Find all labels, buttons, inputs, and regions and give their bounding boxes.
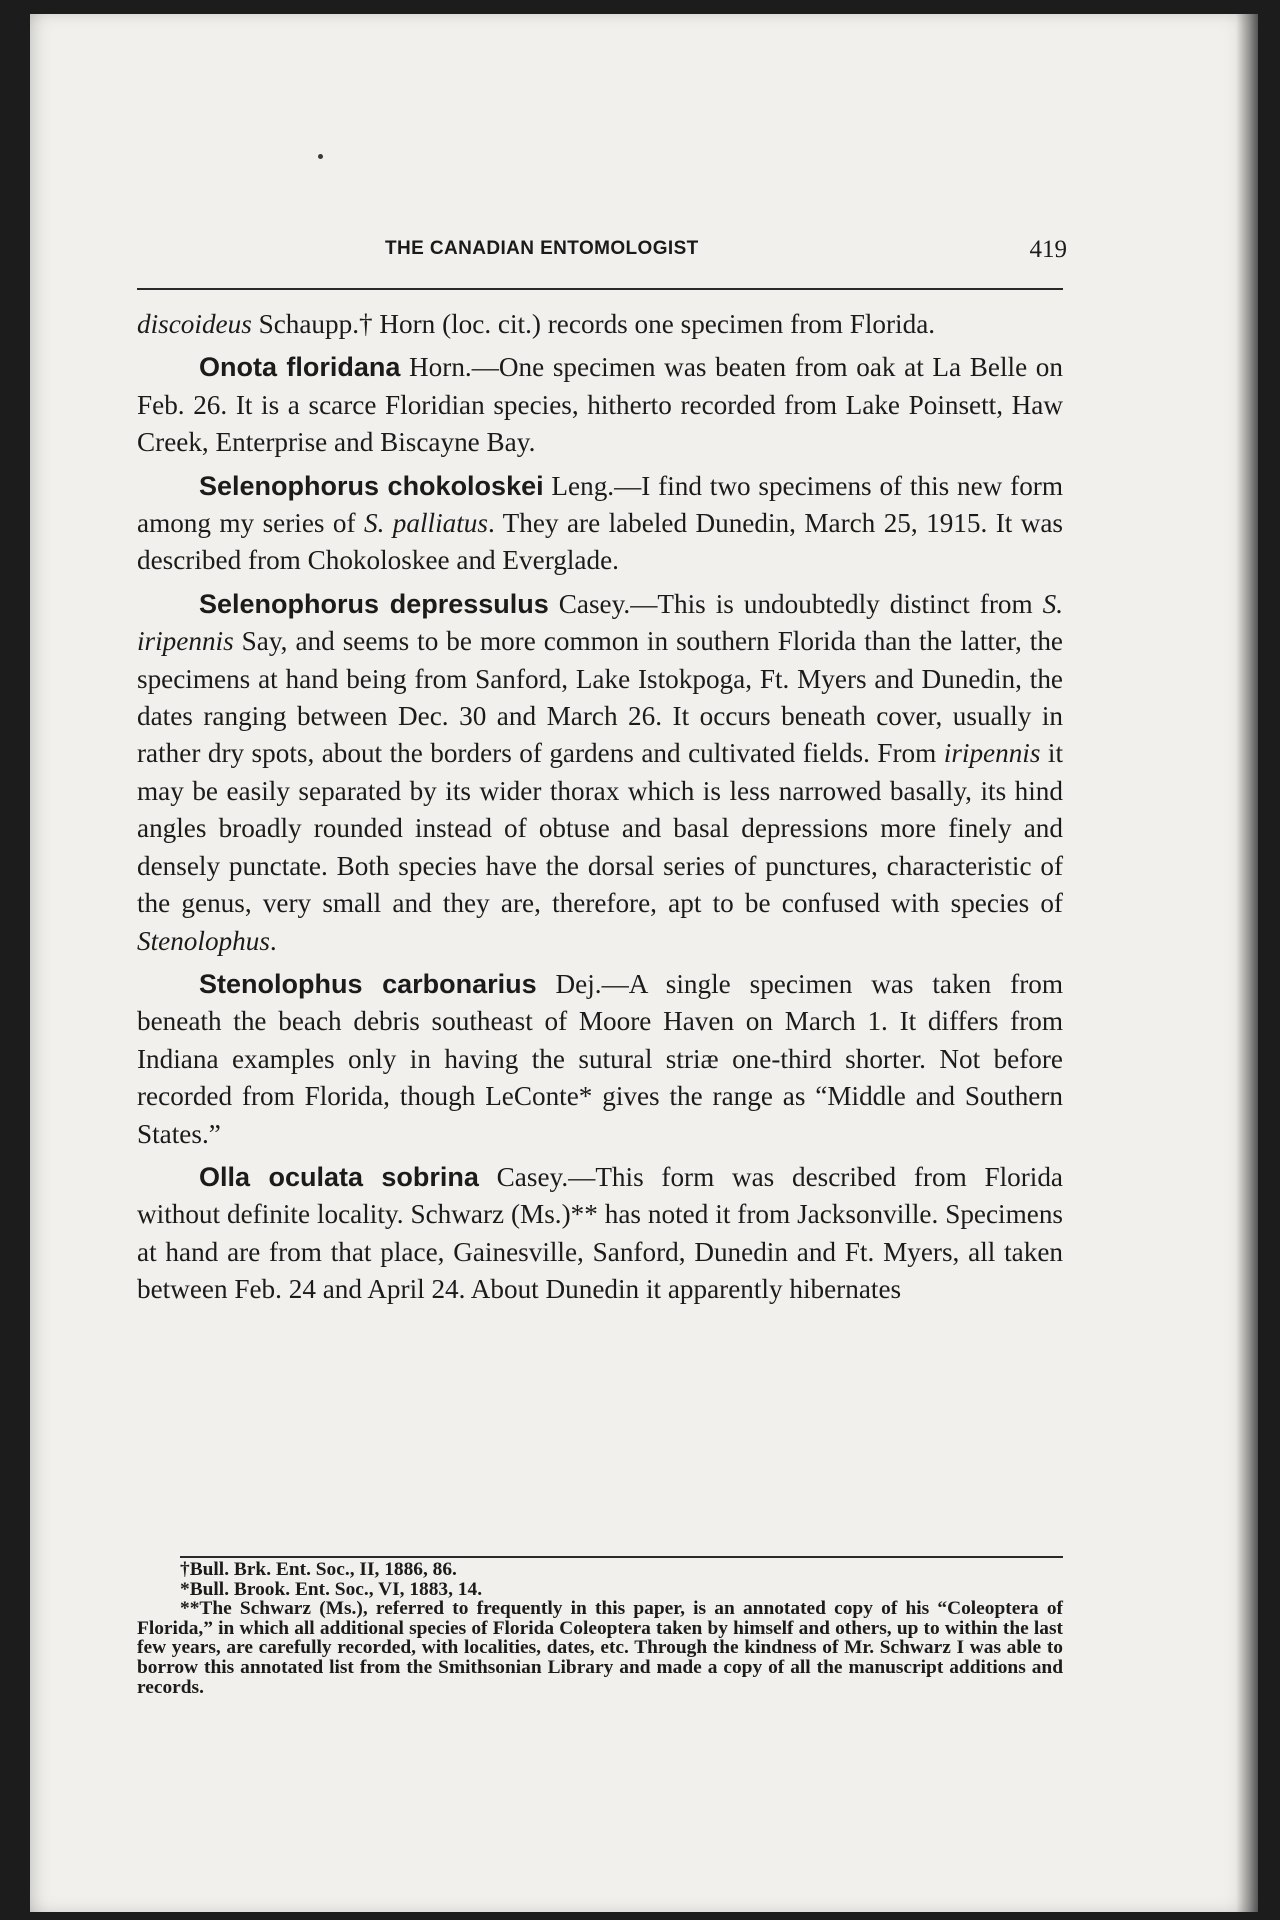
ink-speck <box>318 154 323 159</box>
footnotes <box>137 1560 1063 1697</box>
footnote-dagger: †Bull. Brk. Ent. Soc., II, 1886, 86. <box>180 1559 457 1580</box>
italic-text: Stenolophus <box>137 925 270 956</box>
footnote-rule <box>180 1556 1063 1558</box>
body-text <box>137 306 1063 1309</box>
text-run: . <box>269 925 277 956</box>
text-run: Horn.—One specimen was beaten from oak at La Belle on Feb. 26. It is a scarce Floridian species, hitherto recorded from Lake Poinsett, Haw Creek, Enterprise and Biscayne Bay. <box>137 352 1063 458</box>
paragraph <box>137 468 1063 580</box>
species-name: Selenophorus chokoloskei <box>199 470 544 501</box>
footnote-asterisk: *Bull. Brook. Ent. Soc., VI, 1883, 14. <box>180 1578 483 1600</box>
text-run: . They are labeled Dunedin, March 25, 1915. It was described from Chokoloskee and Everglade. <box>137 508 1063 576</box>
running-title: THE CANADIAN ENTOMOLOGIST <box>385 238 699 259</box>
italic-text: discoideus <box>137 309 252 339</box>
species-name: Olla oculata sobrina <box>199 1161 479 1192</box>
italic-text: iripennis <box>943 738 1041 769</box>
header-rule <box>137 288 1063 290</box>
page-number: 419 <box>1029 236 1067 263</box>
paragraph <box>137 966 1063 1153</box>
paragraph <box>137 1159 1063 1309</box>
page-edge-shadow <box>1236 14 1258 1912</box>
species-name: Selenophorus depressulus <box>199 588 549 619</box>
species-name: Onota floridana <box>199 352 401 383</box>
paragraph <box>137 349 1063 461</box>
footnote-double-asterisk: **The Schwarz (Ms.), referred to frequently in this paper, is an annotated copy of his “Coleoptera of Florida,” in which all additional species of Florida Coleoptera taken by himself and others, up to within the last few years, are carefully recorded, with localities, dates, etc. Through the kindness of Mr. Schwarz I was able to borrow this annotated list from the Smithsonian Library and made a copy of all the manuscript additions and records. <box>137 1598 1063 1698</box>
text-run: Casey.—This form was described from Florida without definite locality. Schwarz (Ms.)** has noted it from Jacksonville. Specimens at hand are from that place, Gainesville, Sanford, Dunedin and Ft. Myers, all taken between Feb. 24 and April 24. About Dunedin it apparently hibernates <box>137 1161 1063 1305</box>
text-run: it may be easily separated by its wider thorax which is less narrowed basally, its hind angles broadly rounded instead of obtuse and basal depressions more finely and densely punctate. Both species have the dorsal series of punctures, characteristic of the genus, very small and they are, therefore, apt to be confused with species of <box>137 738 1064 919</box>
text-run: Schaupp.† Horn (loc. cit.) records one specimen from Florida. <box>251 309 936 339</box>
paragraph <box>137 306 1063 343</box>
page-header <box>137 238 1067 274</box>
paragraph <box>137 586 1063 960</box>
italic-text: S. iripennis <box>137 588 1064 657</box>
italic-text: S. palliatus <box>363 508 488 539</box>
text-run: Casey.—This is undoubtedly distinct from <box>548 588 1043 619</box>
text-run: Dej.—A single specimen was taken from beneath the beach debris southeast of Moore Haven on March 1. It differs from Indiana examples only in having the sutural striæ one-third shorter. Not before recorded from Florida, though LeConte* gives the range as “Middle and Southern States.” <box>137 968 1063 1149</box>
species-name: Stenolophus carbonarius <box>199 968 537 999</box>
text-run: Say, and seems to be more common in southern Florida than the latter, the specimens at hand being from Sanford, Lake Istokpoga, Ft. Myers and Dunedin, the dates ranging between Dec. 30 and March 26. It occurs beneath cover, usually in rather dry spots, about the borders of gardens and cultivated fields. From <box>137 626 1063 769</box>
text-run: Leng.—I find two specimens of this new form among my series of <box>137 470 1063 539</box>
